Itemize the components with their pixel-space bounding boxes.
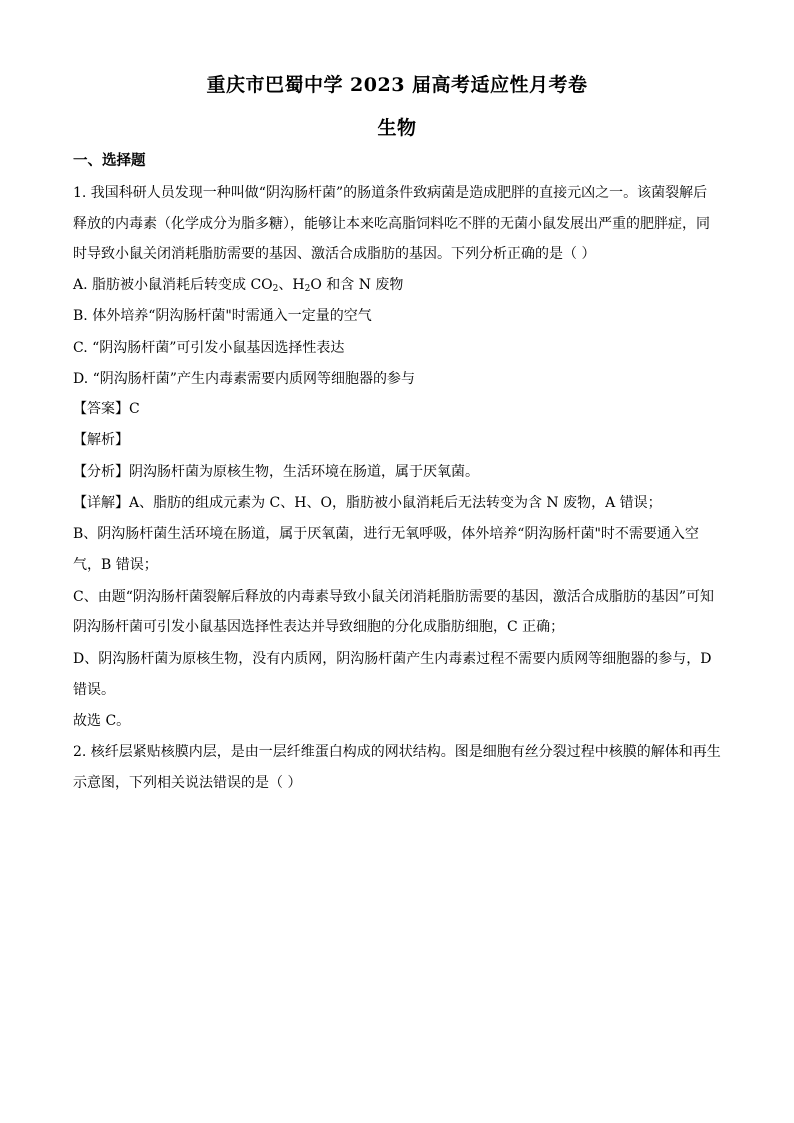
q1-explain-d-line-1: D、阴沟肠杆菌为原核生物，没有内质网，阴沟肠杆菌产生内毒素过程不需要内质网等细胞器的参与，D (73, 651, 712, 667)
q1-stem-line-3: 时导致小鼠关闭消耗脂肪需要的基因、激活合成脂肪的基因。下列分析正确的是（ ） (73, 246, 596, 262)
subject-title: 生物 (377, 117, 417, 139)
q1-answer (73, 399, 733, 419)
q1-explain-d-line-2: 错误。 (73, 682, 115, 698)
fenxi-text: 阴沟肠杆菌为原核生物，生活环境在肠道，属于厌氧菌。 (129, 464, 479, 480)
q1-explain-b-line-2: 气，B 错误； (73, 557, 158, 573)
answer-tag: 【答案】 (73, 401, 129, 417)
q1-conclusion: 故选 C。 (73, 713, 131, 729)
q1-stem-line-2: 释放的内毒素（化学成分为脂多糖），能够让本来吃高脂饲料吃不胖的无菌小鼠发展出严重的肥胖症，同 (73, 216, 710, 232)
section-heading: 一、选择题 (73, 152, 146, 169)
q1-explain-b-line-1: B、阴沟肠杆菌生活环境在肠道，属于厌氧菌，进行无氧呼吸，体外培养“阴沟肠杆菌"时不需要通入空 (73, 526, 699, 542)
q1-option-a (73, 275, 733, 295)
co2-subscript: 2 (272, 284, 279, 294)
answer-value: C (129, 401, 140, 417)
option-a-text-pre: A. 脂肪被小鼠消耗后转变成 CO (73, 277, 273, 293)
q1-option-b: B. 体外培养“阴沟肠杆菌"时需通入一定量的空气 (73, 308, 372, 324)
q1-explain-c-line-1: C、由题“阴沟肠杆菌裂解后释放的内毒素导致小鼠关闭消耗脂肪需要的基因，激活合成脂肪的基因”可知 (73, 589, 715, 605)
q2-stem-line-1: 2. 核纤层紧贴核膜内层，是由一层纤维蛋白构成的网状结构。图是细胞有丝分裂过程中核膜的解体和再生 (73, 744, 721, 760)
q2-stem-line-2: 示意图，下列相关说法错误的是（ ） (73, 775, 302, 791)
q1-fenxi (73, 462, 733, 482)
option-a-text-post: O 和含 N 废物 (310, 277, 404, 293)
h2o-subscript: 2 (304, 284, 311, 294)
q1-stem-line-1: 1. 我国科研人员发现一种叫做“阴沟肠杆菌”的肠道条件致病菌是造成肥胖的直接元凶之一。该菌裂解后 (73, 185, 708, 201)
xiangjie-tag: 【详解】 (73, 495, 129, 511)
option-a-text-mid: 、H (278, 277, 305, 293)
q1-analysis-tag: 【解析】 (73, 432, 129, 448)
document-title: 重庆市巴蜀中学 2023 届高考适应性月考卷 (206, 74, 588, 96)
q1-option-d: D. “阴沟肠杆菌”产生内毒素需要内质网等细胞器的参与 (73, 371, 415, 387)
q1-option-c: C. “阴沟肠杆菌”可引发小鼠基因选择性表达 (73, 340, 345, 356)
xiangjie-text: A、脂肪的组成元素为 C、H、O，脂肪被小鼠消耗后无法转变为含 N 废物，A 错误； (129, 495, 662, 511)
fenxi-tag: 【分析】 (73, 464, 129, 480)
q1-explain-c-line-2: 阴沟肠杆菌可引发小鼠基因选择性表达并导致细胞的分化成脂肪细胞，C 正确； (73, 619, 565, 635)
q1-xiangjie (73, 493, 733, 513)
